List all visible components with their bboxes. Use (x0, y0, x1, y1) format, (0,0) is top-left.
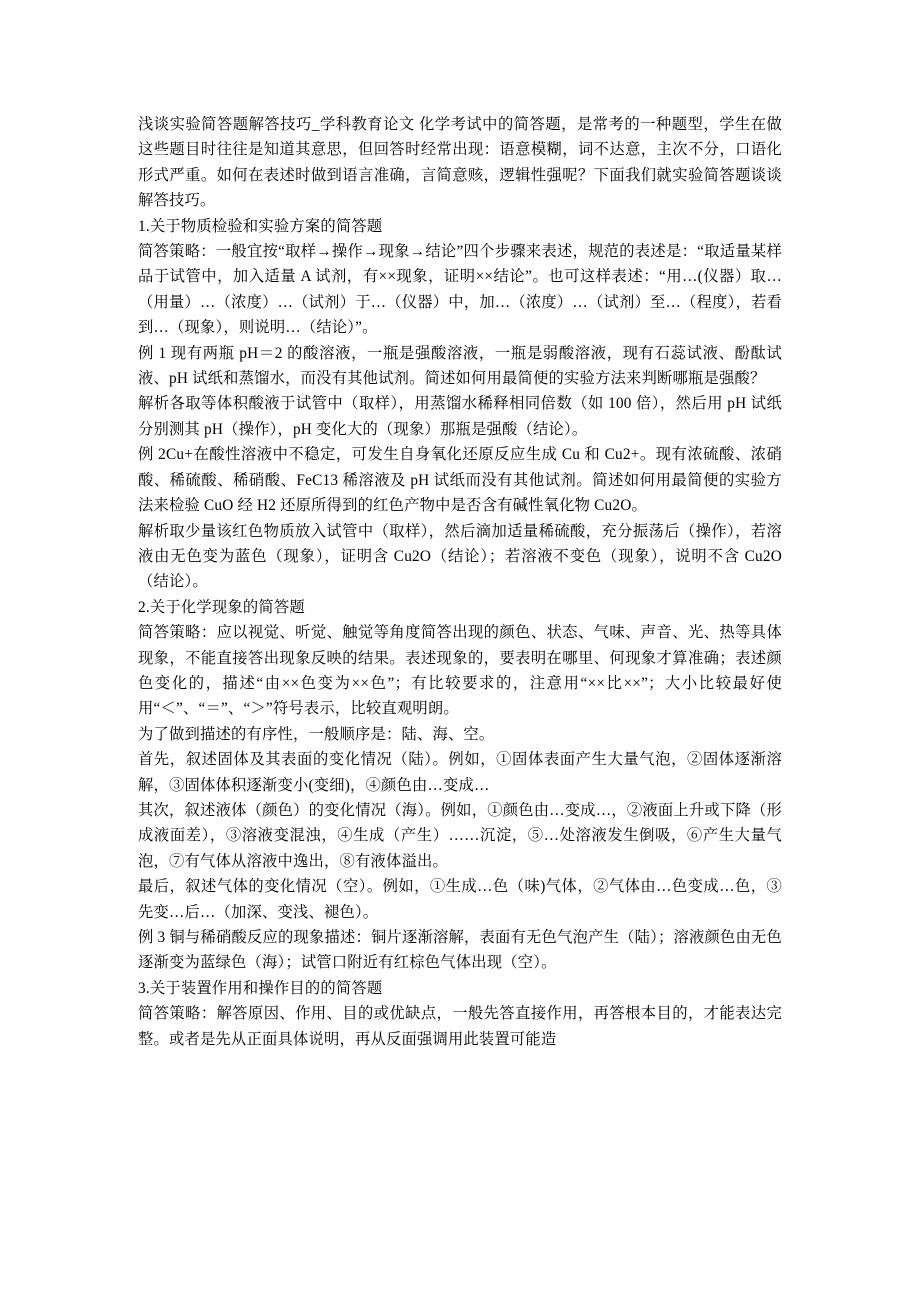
paragraph: 简答策略：一般宜按“取样→操作→现象→结论”四个步骤来表述，规范的表述是：“取适量某样品于试管中，加入适量 A 试剂，有××现象，证明××结论”。也可这样表述：“用…(仪器）取…（用量）…（浓度）…（试剂）于…（仪器）中，加…（浓度）…（试剂）至…（程度），若看到…（现象），则说明…（结论）”。 (138, 243, 782, 337)
paragraph: 例 3 铜与稀硝酸反应的现象描述：铜片逐渐溶解，表面有无色气泡产生（陆）；溶液颜色由无色逐渐变为蓝绿色（海）；试管口附近有红棕色气体出现（空）。 (138, 929, 782, 972)
paragraph: 3.关于装置作用和操作目的的简答题 (138, 979, 383, 997)
paragraph: 最后，叙述气体的变化情况（空）。例如，①生成…色（味)气体，②气体由…色变成…色，③先变…后…（加深、变浅、褪色）。 (138, 878, 782, 921)
paragraph: 首先，叙述固体及其表面的变化情况（陆）。例如，①固体表面产生大量气泡，②固体逐渐溶解，③固体体积逐渐变小(变细)，④颜色由…变成… (138, 751, 782, 794)
paragraph: 其次，叙述液体（颜色）的变化情况（海）。例如，①颜色由…变成…，②液面上升或下降（形成液面差），③溶液变混浊，④生成（产生）……沉淀，⑤…处溶液发生倒吸，⑥产生大量气泡，⑦有气体从溶液中逸出，⑧有液体溢出。 (138, 801, 782, 870)
paragraph: 简答策略：解答原因、作用、目的或优缺点，一般先答直接作用，再答根本目的，才能表达完整。或者是先从正面具体说明，再从反面强调用此装置可能造 (138, 1005, 782, 1048)
paragraph: 例 2Cu+在酸性溶液中不稳定，可发生自身氧化还原反应生成 Cu 和 Cu2+。现有浓硫酸、浓硝酸、稀硫酸、稀硝酸、FeC13 稀溶液及 pH 试纸而没有其他试剂。简述如何用最简便的实验方法来检验 CuO 经 H2 还原所得到的红色产物中是否含有碱性氧化物 Cu2O。 (138, 446, 782, 515)
paragraph: 为了做到描述的有序性，一般顺序是：陆、海、空。 (138, 725, 495, 743)
paragraph: 解析各取等体积酸液于试管中（取样），用蒸馏水稀释相同倍数（如 100 倍），然后用 pH 试纸分别测其 pH（操作），pH 变化大的（现象）那瓶是强酸（结论）。 (138, 395, 782, 438)
paragraph: 例 1 现有两瓶 pH＝2 的酸溶液，一瓶是强酸溶液，一瓶是弱酸溶液，现有石蕊试液、酚酞试液、pH 试纸和蒸馏水，而没有其他试剂。简述如何用最简便的实验方法来判断哪瓶是强酸？ (138, 344, 782, 388)
paragraph: 2.关于化学现象的简答题 (138, 598, 305, 616)
paragraph: 简答策略：应以视觉、听觉、触觉等角度简答出现的颜色、状态、气味、声音、光、热等具体现象，不能直接答出现象反映的结果。表述现象的，要表明在哪里、何现象才算准确；表述颜色变化的，描述“由××色变为××色”；有比较要求的，注意用“××比××”；大小比较最好使用“＜”、“＝”、“＞”符号表示，比较直观明朗。 (138, 624, 782, 718)
paragraph: 浅谈实验简答题解答技巧_学科教育论文 化学考试中的简答题，是常考的一种题型，学生在做这些题目时往往是知道其意思，但回答时经常出现：语意模糊，词不达意，主次不分，口语化形式严重。如何在表述时做到语言准确，言简意赅，逻辑性强呢？下面我们就实验简答题谈谈解答技巧。 (138, 116, 782, 210)
paragraph: 解析取少量该红色物质放入试管中（取样），然后滴加适量稀硫酸，充分振荡后（操作），若溶液由无色变为蓝色（现象），证明含 Cu2O（结论）；若溶液不变色（现象），说明不含 Cu2O（结论）。 (138, 522, 782, 591)
paragraph: 1.关于物质检验和实验方案的简答题 (138, 217, 383, 235)
document-body (138, 112, 782, 1052)
